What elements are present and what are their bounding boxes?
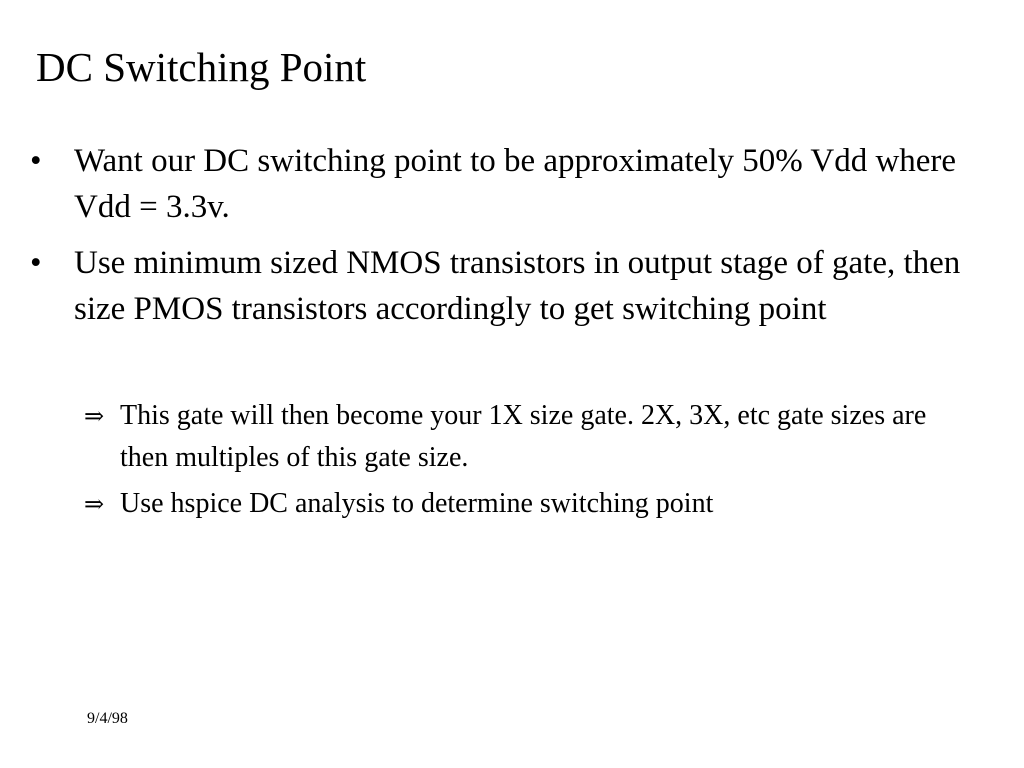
bullet-dot-icon: • <box>30 245 42 281</box>
bullet-text: Use minimum sized NMOS transistors in output stage of gate, then size PMOS transistors accordingly to get switching point <box>74 245 961 327</box>
implies-arrow-icon: ⇒ <box>84 402 105 430</box>
sub-bullet-text: Use hspice DC analysis to determine switching point <box>120 488 714 519</box>
sub-bullet-item <box>80 395 960 479</box>
implies-arrow-icon: ⇒ <box>84 490 105 518</box>
bullet-dot-icon: • <box>30 143 42 179</box>
bullet-item <box>30 240 980 332</box>
slide-title: DC Switching Point <box>36 44 367 90</box>
footer-date: 9/4/98 <box>87 710 128 727</box>
bullet-item <box>30 138 980 230</box>
sub-bullet-item <box>80 483 960 525</box>
bullet-list <box>30 138 980 342</box>
sub-bullet-list <box>80 395 960 529</box>
sub-bullet-text: This gate will then become your 1X size gate. 2X, 3X, etc gate sizes are then multiples of this gate size. <box>120 400 927 473</box>
bullet-text: Want our DC switching point to be approximately 50% Vdd where Vdd = 3.3v. <box>74 143 957 225</box>
